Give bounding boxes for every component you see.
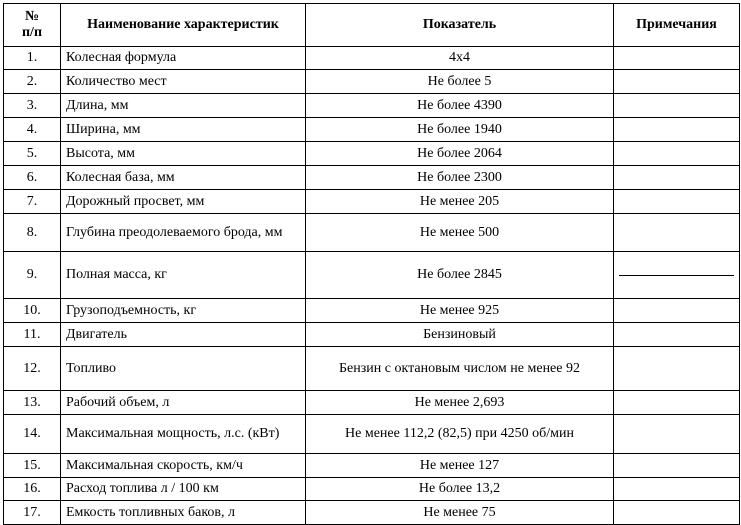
row-name: Полная масса, кг <box>61 252 306 299</box>
row-note <box>614 323 740 347</box>
table-row <box>4 142 740 166</box>
row-note <box>614 70 740 94</box>
row-number: 6. <box>4 166 61 190</box>
row-note <box>614 252 740 299</box>
row-name: Ширина, мм <box>61 118 306 142</box>
row-note <box>614 454 740 478</box>
row-note <box>614 94 740 118</box>
table-row <box>4 252 740 299</box>
row-name: Грузоподъемность, кг <box>61 299 306 323</box>
row-note <box>614 142 740 166</box>
row-value: Не более 2064 <box>306 142 614 166</box>
row-number: 3. <box>4 94 61 118</box>
row-name: Рабочий объем, л <box>61 391 306 415</box>
row-number: 1. <box>4 47 61 70</box>
row-note <box>614 214 740 252</box>
row-note <box>614 501 740 525</box>
table-row <box>4 118 740 142</box>
table-row <box>4 501 740 525</box>
row-value: Не более 1940 <box>306 118 614 142</box>
row-number: 17. <box>4 501 61 525</box>
header-number-line2: п/п <box>21 25 43 40</box>
table-row <box>4 70 740 94</box>
row-value: Не менее 112,2 (82,5) при 4250 об/мин <box>306 415 614 454</box>
row-note <box>614 190 740 214</box>
row-name: Максимальная скорость, км/ч <box>61 454 306 478</box>
row-name: Длина, мм <box>61 94 306 118</box>
row-number: 2. <box>4 70 61 94</box>
table-header-row <box>4 4 740 47</box>
row-value: 4х4 <box>306 47 614 70</box>
table-row <box>4 391 740 415</box>
row-number: 12. <box>4 347 61 391</box>
row-name: Расход топлива л / 100 км <box>61 478 306 501</box>
row-number: 14. <box>4 415 61 454</box>
row-number: 9. <box>4 252 61 299</box>
header-notes: Примечания <box>614 4 740 47</box>
row-value: Не менее 127 <box>306 454 614 478</box>
row-value: Не менее 75 <box>306 501 614 525</box>
row-note <box>614 347 740 391</box>
row-value: Не более 13,2 <box>306 478 614 501</box>
row-value: Не менее 500 <box>306 214 614 252</box>
row-number: 13. <box>4 391 61 415</box>
row-note <box>614 299 740 323</box>
row-value: Не менее 2,693 <box>306 391 614 415</box>
header-number <box>4 4 61 47</box>
row-name: Глубина преодолеваемого брода, мм <box>61 214 306 252</box>
row-value: Бензиновый <box>306 323 614 347</box>
note-upper <box>619 275 734 276</box>
row-note <box>614 478 740 501</box>
header-characteristic-name: Наименование характеристик <box>61 4 306 47</box>
header-value: Показатель <box>306 4 614 47</box>
row-note <box>614 415 740 454</box>
table-row <box>4 478 740 501</box>
note-split-cell <box>619 275 734 276</box>
row-name: Количество мест <box>61 70 306 94</box>
row-number: 15. <box>4 454 61 478</box>
table-row <box>4 454 740 478</box>
row-name: Высота, мм <box>61 142 306 166</box>
row-value: Не более 5 <box>306 70 614 94</box>
row-name: Двигатель <box>61 323 306 347</box>
row-value: Не менее 925 <box>306 299 614 323</box>
row-number: 16. <box>4 478 61 501</box>
header-number-line1: № <box>24 9 40 24</box>
specifications-table <box>3 3 740 525</box>
row-note <box>614 47 740 70</box>
row-value: Не менее 205 <box>306 190 614 214</box>
row-name: Максимальная мощность, л.с. (кВт) <box>61 415 306 454</box>
table-row <box>4 166 740 190</box>
table-row <box>4 190 740 214</box>
row-value: Бензин с октановым числом не менее 92 <box>306 347 614 391</box>
table-row <box>4 47 740 70</box>
row-value: Не более 2845 <box>306 252 614 299</box>
row-note <box>614 166 740 190</box>
row-name: Топливо <box>61 347 306 391</box>
table-row <box>4 347 740 391</box>
row-number: 4. <box>4 118 61 142</box>
row-number: 11. <box>4 323 61 347</box>
row-name: Емкость топливных баков, л <box>61 501 306 525</box>
row-value: Не более 2300 <box>306 166 614 190</box>
table-row <box>4 214 740 252</box>
row-number: 7. <box>4 190 61 214</box>
row-note <box>614 391 740 415</box>
row-name: Дорожный просвет, мм <box>61 190 306 214</box>
table-row <box>4 323 740 347</box>
row-number: 5. <box>4 142 61 166</box>
row-note <box>614 118 740 142</box>
table-row <box>4 94 740 118</box>
row-name: Колесная формула <box>61 47 306 70</box>
row-number: 10. <box>4 299 61 323</box>
row-value: Не более 4390 <box>306 94 614 118</box>
table-row <box>4 415 740 454</box>
table-row <box>4 299 740 323</box>
row-number: 8. <box>4 214 61 252</box>
row-name: Колесная база, мм <box>61 166 306 190</box>
